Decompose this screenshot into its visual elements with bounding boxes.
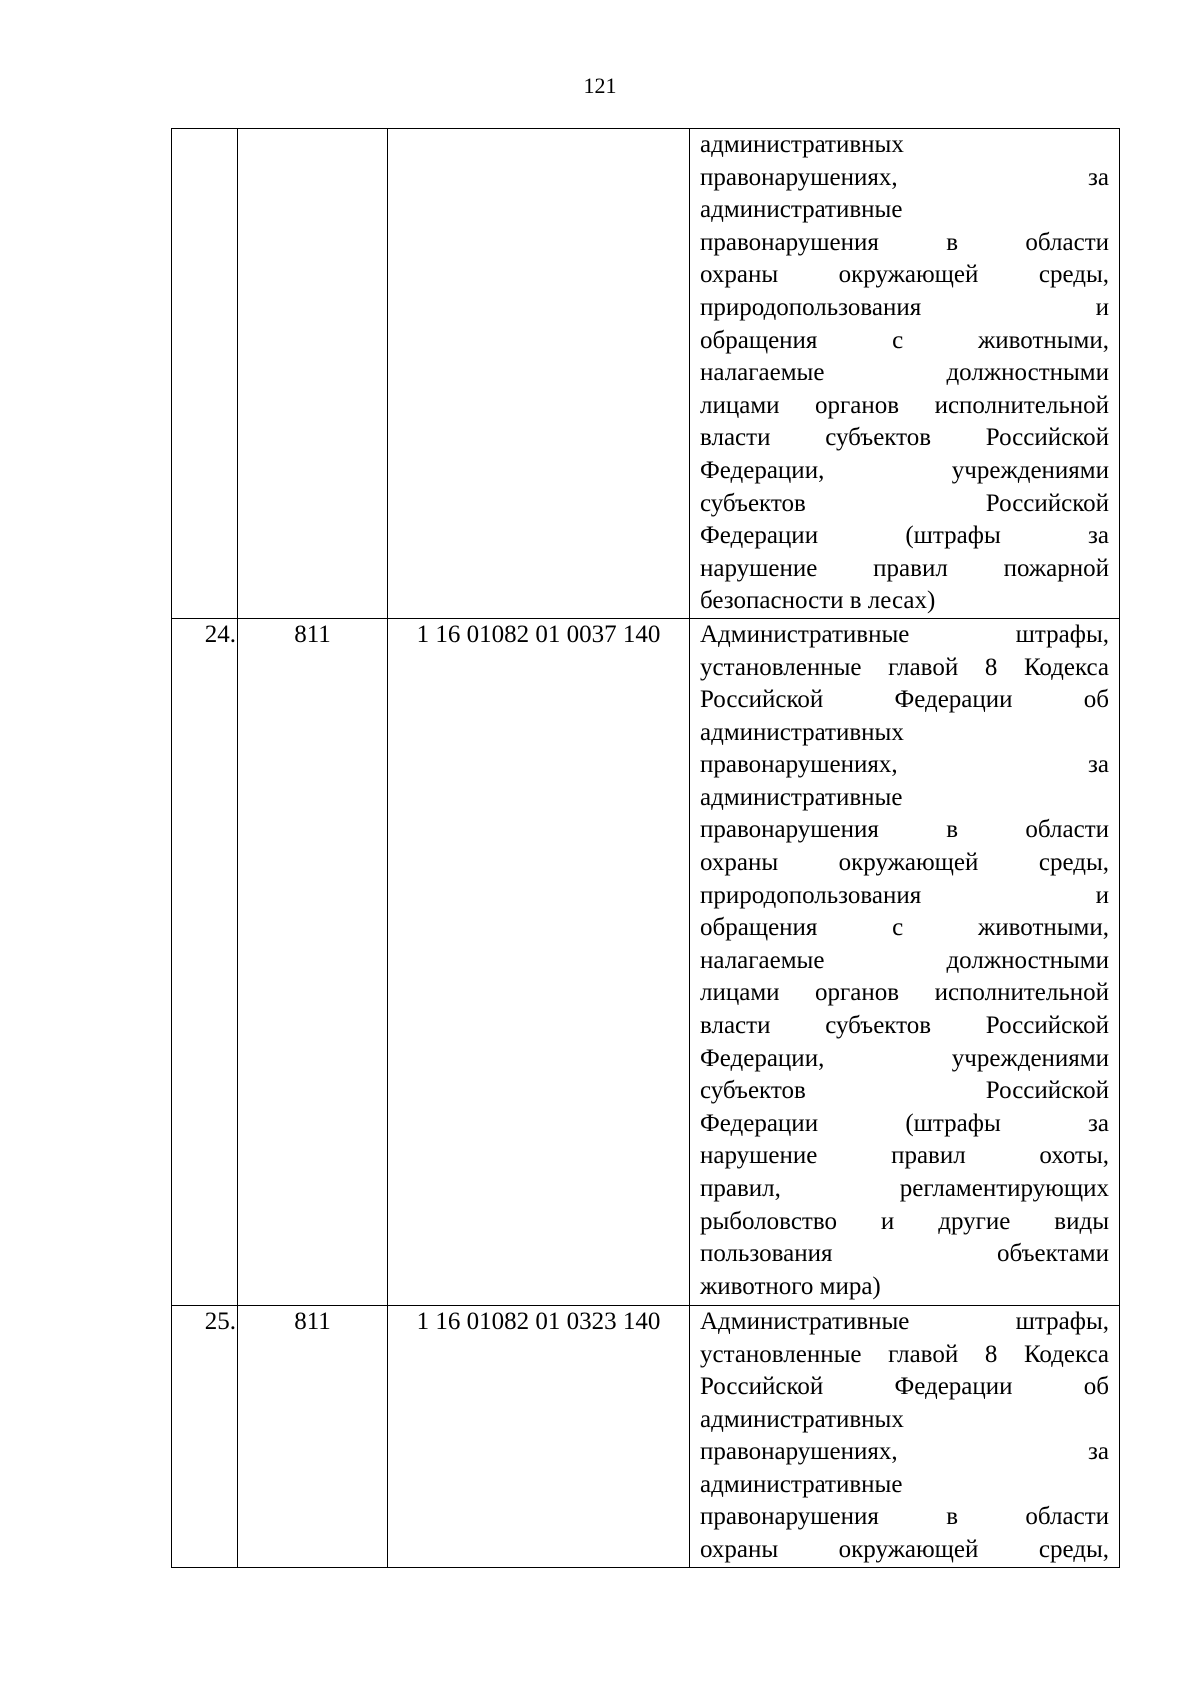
description-line: лицами органов исполнительной — [700, 979, 1109, 1007]
table-body — [172, 129, 1120, 1568]
table-row — [172, 618, 1120, 1305]
table-row — [172, 129, 1120, 619]
description-line: Федерации (штрафы за — [700, 1109, 1109, 1137]
description-line: охраны окружающей среды, — [700, 1536, 1109, 1564]
description-line: Федерации, учреждениями — [700, 1044, 1109, 1072]
income-description-cell — [690, 618, 1120, 1305]
description-line: нарушение правил охоты, — [700, 1142, 1109, 1170]
description-line: власти субъектов Российской — [700, 424, 1109, 452]
description-line: природопользования и — [700, 881, 1109, 909]
description-line: Административные штрафы, — [700, 1307, 1109, 1335]
description-line: власти субъектов Российской — [700, 1012, 1109, 1040]
description-line: правонарушениях, за — [700, 751, 1109, 779]
description-line: налагаемые должностными — [700, 946, 1109, 974]
description-line: охраны окружающей среды, — [700, 849, 1109, 877]
income-description-cell — [690, 129, 1120, 619]
description-line: правил, регламентирующих — [700, 1175, 1109, 1202]
description-line: административных — [700, 1405, 904, 1433]
description-line: природопользования и — [700, 293, 1109, 321]
description-line: лицами органов исполнительной — [700, 391, 1109, 419]
description-line: обращения с животными, — [700, 326, 1109, 354]
budget-codes-table — [171, 128, 1120, 1568]
table-row — [172, 1305, 1120, 1567]
description-line: субъектов Российской — [700, 1077, 1109, 1105]
description-line: правонарушениях, за — [700, 163, 1109, 191]
description-line: безопасности в лесах) — [700, 587, 936, 615]
description-line: Российской Федерации об — [700, 686, 1109, 714]
description-line: административные — [700, 196, 903, 224]
description-line: субъектов Российской — [700, 489, 1109, 517]
budget-classification-code-cell: 1 16 01082 01 0323 140 — [388, 1305, 690, 1567]
budget-classification-code-cell: 1 16 01082 01 0037 140 — [388, 618, 690, 1305]
description-line: правонарушениях, за — [700, 1438, 1109, 1466]
description-line: правонарушения в области — [700, 228, 1109, 256]
page-number: 121 — [583, 73, 617, 98]
row-number-cell — [172, 129, 238, 619]
description-line: налагаемые должностными — [700, 359, 1109, 387]
description-line: Административные штрафы, — [700, 620, 1109, 648]
administrator-code-cell: 811 — [238, 618, 388, 1305]
description-line: административные — [700, 1470, 903, 1498]
description-line: обращения с животными, — [700, 914, 1109, 942]
description-line: правонарушения в области — [700, 1503, 1109, 1531]
description-line: установленные главой 8 Кодекса — [700, 1340, 1109, 1368]
description-line: установленные главой 8 Кодекса — [700, 653, 1109, 681]
description-line: Российской Федерации об — [700, 1373, 1109, 1401]
description-line: административных — [700, 718, 904, 746]
description-line: пользования объектами — [700, 1240, 1109, 1268]
row-number-cell: 24. — [172, 618, 238, 1305]
description-line: административных — [700, 131, 904, 158]
description-line: Федерации, учреждениями — [700, 456, 1109, 484]
description-line: административные — [700, 783, 903, 811]
budget-classification-code-cell — [388, 129, 690, 619]
description-line: охраны окружающей среды, — [700, 261, 1109, 289]
income-description-cell — [690, 1305, 1120, 1567]
description-line: рыболовство и другие виды — [700, 1207, 1109, 1235]
administrator-code-cell: 811 — [238, 1305, 388, 1567]
row-number-cell: 25. — [172, 1305, 238, 1567]
administrator-code-cell — [238, 129, 388, 619]
description-line: животного мира) — [700, 1272, 881, 1300]
description-line: правонарушения в области — [700, 816, 1109, 844]
description-line: Федерации (штрафы за — [700, 522, 1109, 550]
description-line: нарушение правил пожарной — [700, 554, 1109, 582]
